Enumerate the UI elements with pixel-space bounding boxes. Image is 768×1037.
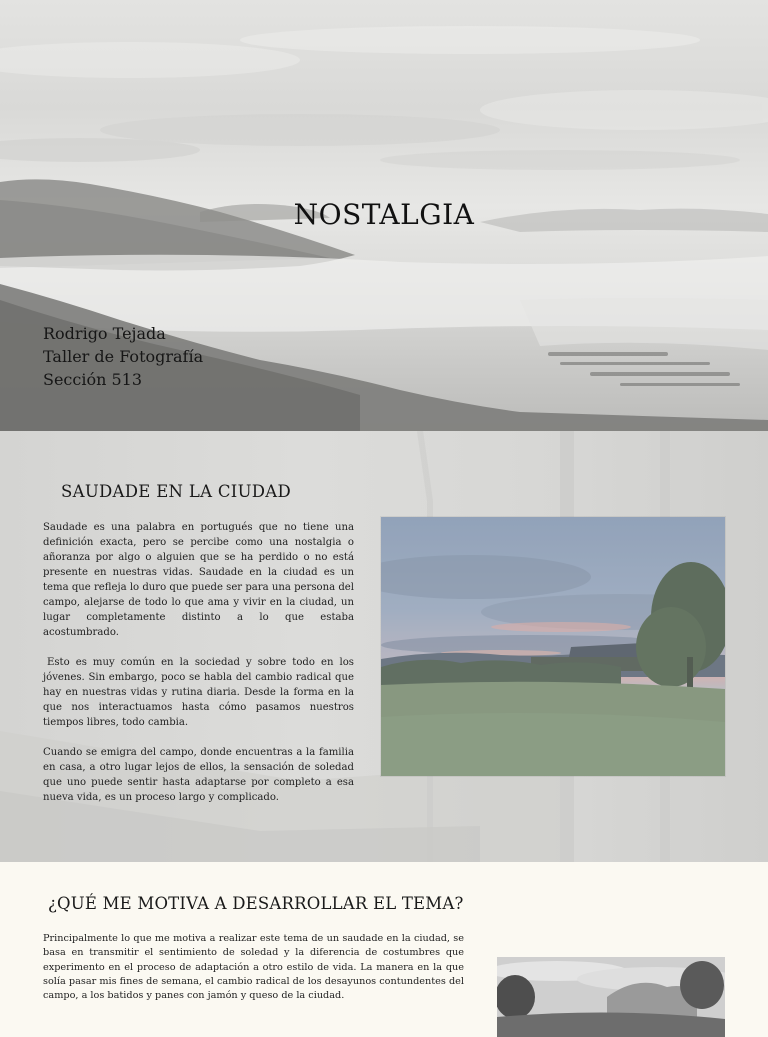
motivation-section	[0, 862, 768, 1024]
countryside-sunset-photo	[381, 517, 725, 776]
section-heading: ¿QUÉ ME MOTIVA A DESARROLLAR EL TEMA?	[48, 894, 464, 913]
body-paragraph: Principalmente lo que me motiva a realizar este tema de un saudade en la ciudad, se basa en transmitir el sentimiento de soledad y la diferencia de costumbres que experimento en el proceso de adaptación a otro estilo de vida. La manera en la que solía pasar mis fines de semana, el cambio radical de los desayunos contundentes del campo, a los batidos y panes con jamón y queso de la ciudad.	[43, 933, 464, 1002]
author-name: Rodrigo Tejada	[43, 324, 166, 343]
saudade-section	[0, 431, 768, 862]
section-body	[43, 932, 464, 1017]
section-heading: SAUDADE EN LA CIUDAD	[61, 482, 292, 501]
bw-landscape-photo	[497, 957, 725, 1037]
cover-title: NOSTALGIA	[293, 198, 475, 231]
author-block	[43, 322, 203, 391]
section-number: Sección 513	[43, 370, 143, 389]
cover-hero	[0, 0, 768, 431]
body-paragraph: Cuando se emigra del campo, donde encuentras a la familia en casa, a otro lugar lejos de ellos, la sensación de soledad que uno puede sentir hasta adaptarse por completo a esa nueva vida, es un proceso largo y complicado.	[43, 747, 354, 803]
section-body	[43, 520, 354, 820]
body-paragraph: Saudade es una palabra en portugués que no tiene una definición exacta, pero se percibe como una nostalgia o añoranza por algo o alguien que se ha perdido o no está presente en nuestras vidas. Saudade en la ciudad es un tema que refleja lo duro que puede ser para una persona del campo, alejarse de todo lo que ama y vivir en la ciudad, un lugar completamente distinto a lo que estaba acostumbrado.	[43, 522, 354, 638]
course-name: Taller de Fotografía	[43, 347, 204, 366]
body-paragraph: Esto es muy común en la sociedad y sobre todo en los jóvenes. Sin embargo, poco se habla del cambio radical que hay en nuestras vidas y rutina diaria. Desde la forma en la que nos interactuamos hasta cómo pasamos nuestros tiempos libres, todo cambia.	[43, 657, 354, 728]
